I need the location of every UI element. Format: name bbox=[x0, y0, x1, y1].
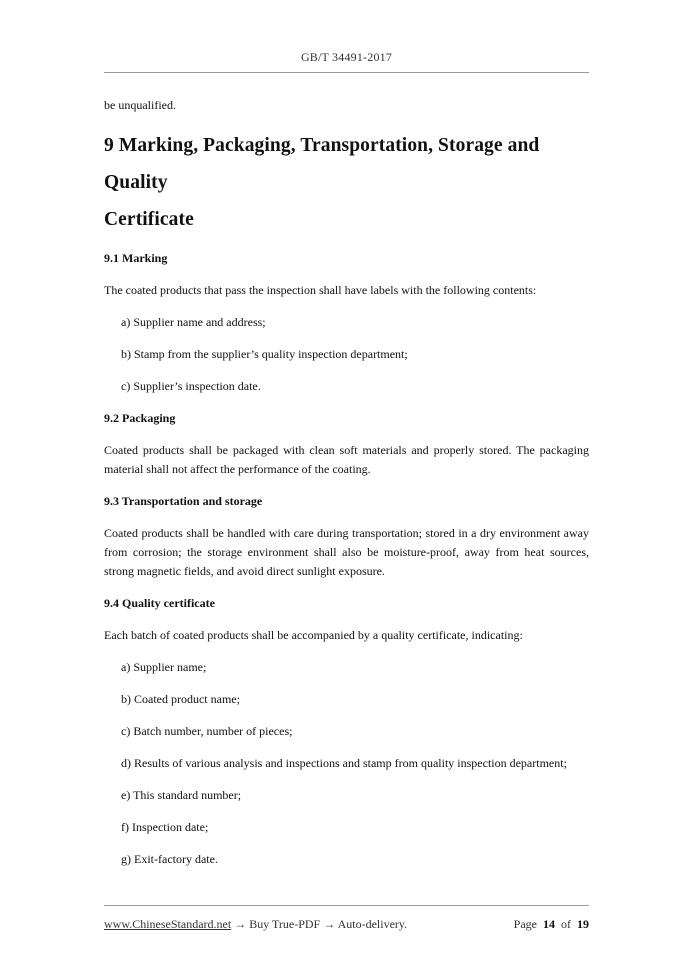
certificate-item-c: c) Batch number, number of pieces; bbox=[121, 724, 293, 738]
marking-intro: The coated products that pass the inspection shall have labels with the following contents: bbox=[104, 283, 537, 297]
marking-item-c: c) Supplier’s inspection date. bbox=[121, 379, 261, 393]
marking-item-a: a) Supplier name and address; bbox=[121, 315, 266, 329]
heading-9-3: 9.3 Transportation and storage bbox=[104, 494, 263, 508]
auto-delivery-text: Auto-delivery. bbox=[337, 917, 408, 931]
transport-storage-text: Coated products shall be handled with care during transportation; stored in a dry environment away from corrosion; the storage environment shall also be moisture-proof, away from heat sources, strong magnetic fields, and avoid direct sunlight exposure. bbox=[104, 526, 589, 578]
section-title bbox=[104, 127, 589, 238]
page-total: 19 bbox=[577, 917, 589, 931]
certificate-item-f: f) Inspection date; bbox=[121, 820, 209, 834]
website-link[interactable]: www.ChineseStandard.net bbox=[104, 917, 232, 931]
certificate-item-b: b) Coated product name; bbox=[121, 692, 240, 706]
footer-promo bbox=[104, 917, 407, 932]
page-content bbox=[104, 96, 589, 869]
certificate-item-a: a) Supplier name; bbox=[121, 660, 207, 674]
heading-9-4: 9.4 Quality certificate bbox=[104, 596, 215, 610]
page-number bbox=[514, 917, 589, 932]
section-title-line-2: Certificate bbox=[104, 209, 194, 230]
arrow-right-icon: → bbox=[323, 917, 336, 931]
heading-9-2: 9.2 Packaging bbox=[104, 411, 176, 425]
certificate-item-g: g) Exit-factory date. bbox=[121, 852, 218, 866]
packaging-text: Coated products shall be packaged with clean soft materials and properly stored. The packaging material shall not affect the performance of the coating. bbox=[104, 443, 589, 476]
section-title-line-1: 9 Marking, Packaging, Transportation, Storage and Quality bbox=[104, 135, 540, 193]
arrow-right-icon: → bbox=[234, 917, 247, 931]
marking-item-b: b) Stamp from the supplier’s quality inspection department; bbox=[121, 347, 408, 361]
page-current: 14 bbox=[543, 917, 555, 931]
heading-9-1: 9.1 Marking bbox=[104, 251, 168, 265]
buy-pdf-text: Buy True-PDF bbox=[249, 917, 321, 931]
footer-divider bbox=[104, 905, 589, 906]
certificate-item-e: e) This standard number; bbox=[121, 788, 242, 802]
certificate-item-d: d) Results of various analysis and inspections and stamp from quality inspection department; bbox=[121, 756, 567, 770]
header-divider bbox=[104, 72, 589, 73]
certificate-intro: Each batch of coated products shall be accompanied by a quality certificate, indicating: bbox=[104, 628, 523, 642]
document-header bbox=[104, 50, 589, 65]
continuation-text: be unqualified. bbox=[104, 98, 176, 112]
page-label: Page bbox=[513, 917, 537, 931]
document-id: GB/T 34491-2017 bbox=[300, 50, 393, 64]
page-of-label: of bbox=[561, 917, 571, 931]
